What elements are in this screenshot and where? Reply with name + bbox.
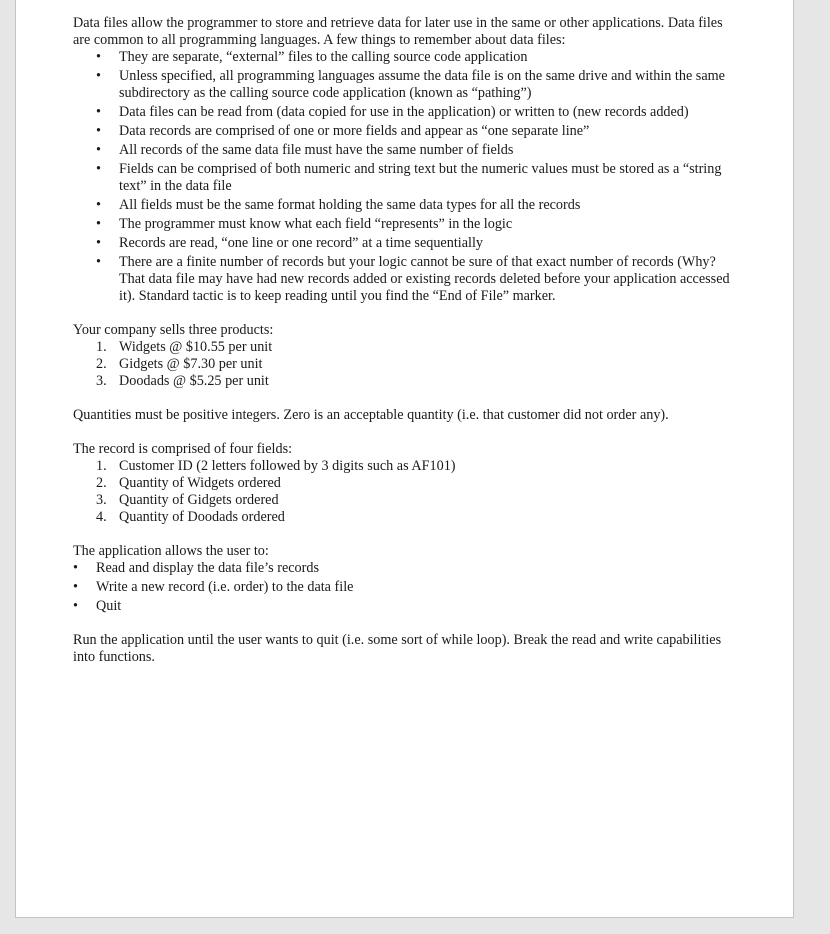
- list-item: • There are a finite number of records but your logic cannot be sure of that exact number of records (Why? That data file may have had new records added or existing records deleted before your application accessed it). Standard tactic is to keep reading until you find the “End of File” marker.: [119, 254, 733, 305]
- list-text: Gidgets @ $7.30 per unit: [119, 356, 263, 372]
- list-item: • Read and display the data file’s records: [96, 560, 733, 577]
- list-item: • All fields must be the same format holding the same data types for all the records: [119, 197, 733, 214]
- list-number: 3.: [96, 373, 107, 389]
- list-item: [96, 509, 733, 526]
- list-item: • Fields can be comprised of both numeric and string text but the numeric values must be stored as a “string text” in the data file: [119, 161, 733, 195]
- closing-paragraph: Run the application until the user wants to quit (i.e. some sort of while loop). Break the read and write capabilities into functions.: [73, 632, 722, 665]
- list-text: Quantity of Gidgets ordered: [119, 492, 279, 508]
- list-item: • They are separate, “external” files to the calling source code application: [119, 49, 733, 66]
- list-text: Quantity of Widgets ordered: [119, 475, 281, 491]
- list-item: [96, 373, 733, 390]
- intro-paragraph: Data files allow the programmer to store and retrieve data for later use in the same or other applications. Data files are common to all programming languages. A few things to remember about data files:: [73, 15, 723, 48]
- record-heading: The record is comprised of four fields:: [73, 441, 293, 457]
- list-text: Doodads @ $5.25 per unit: [119, 373, 269, 389]
- list-item: • All records of the same data file must have the same number of fields: [119, 142, 733, 159]
- features-heading: The application allows the user to:: [73, 543, 269, 559]
- record-fields-list: [73, 458, 733, 526]
- list-item: • Records are read, “one line or one record” at a time sequentially: [119, 235, 733, 252]
- list-text: Widgets @ $10.55 per unit: [119, 339, 273, 355]
- document-body: [73, 15, 733, 666]
- data-file-facts-list: [73, 49, 733, 305]
- list-number: 1.: [96, 458, 107, 474]
- list-number: 2.: [96, 356, 107, 372]
- products-heading: Your company sells three products:: [73, 322, 274, 338]
- document-page: [15, 0, 794, 918]
- list-item: [96, 339, 733, 356]
- list-item: [96, 492, 733, 509]
- list-item: • Quit: [96, 598, 733, 615]
- products-list: [73, 339, 733, 390]
- list-item: • Data records are comprised of one or more fields and appear as “one separate line”: [119, 123, 733, 140]
- list-item: [96, 475, 733, 492]
- list-number: 1.: [96, 339, 107, 355]
- list-item: • Unless specified, all programming languages assume the data file is on the same drive and within the same subdirectory as the calling source code application (known as “pathing”): [119, 68, 733, 102]
- list-text: Customer ID (2 letters followed by 3 digits such as AF101): [119, 458, 456, 474]
- list-item: • Write a new record (i.e. order) to the data file: [96, 579, 733, 596]
- list-number: 4.: [96, 509, 107, 525]
- list-number: 2.: [96, 475, 107, 491]
- list-item: • The programmer must know what each field “represents” in the logic: [119, 216, 733, 233]
- list-number: 3.: [96, 492, 107, 508]
- list-item: [96, 356, 733, 373]
- quantities-note: Quantities must be positive integers. Zero is an acceptable quantity (i.e. that customer did not order any).: [73, 407, 669, 423]
- features-list: [73, 560, 733, 615]
- list-item: • Data files can be read from (data copied for use in the application) or written to (new records added): [119, 104, 733, 121]
- list-item: [96, 458, 733, 475]
- list-text: Quantity of Doodads ordered: [119, 509, 285, 525]
